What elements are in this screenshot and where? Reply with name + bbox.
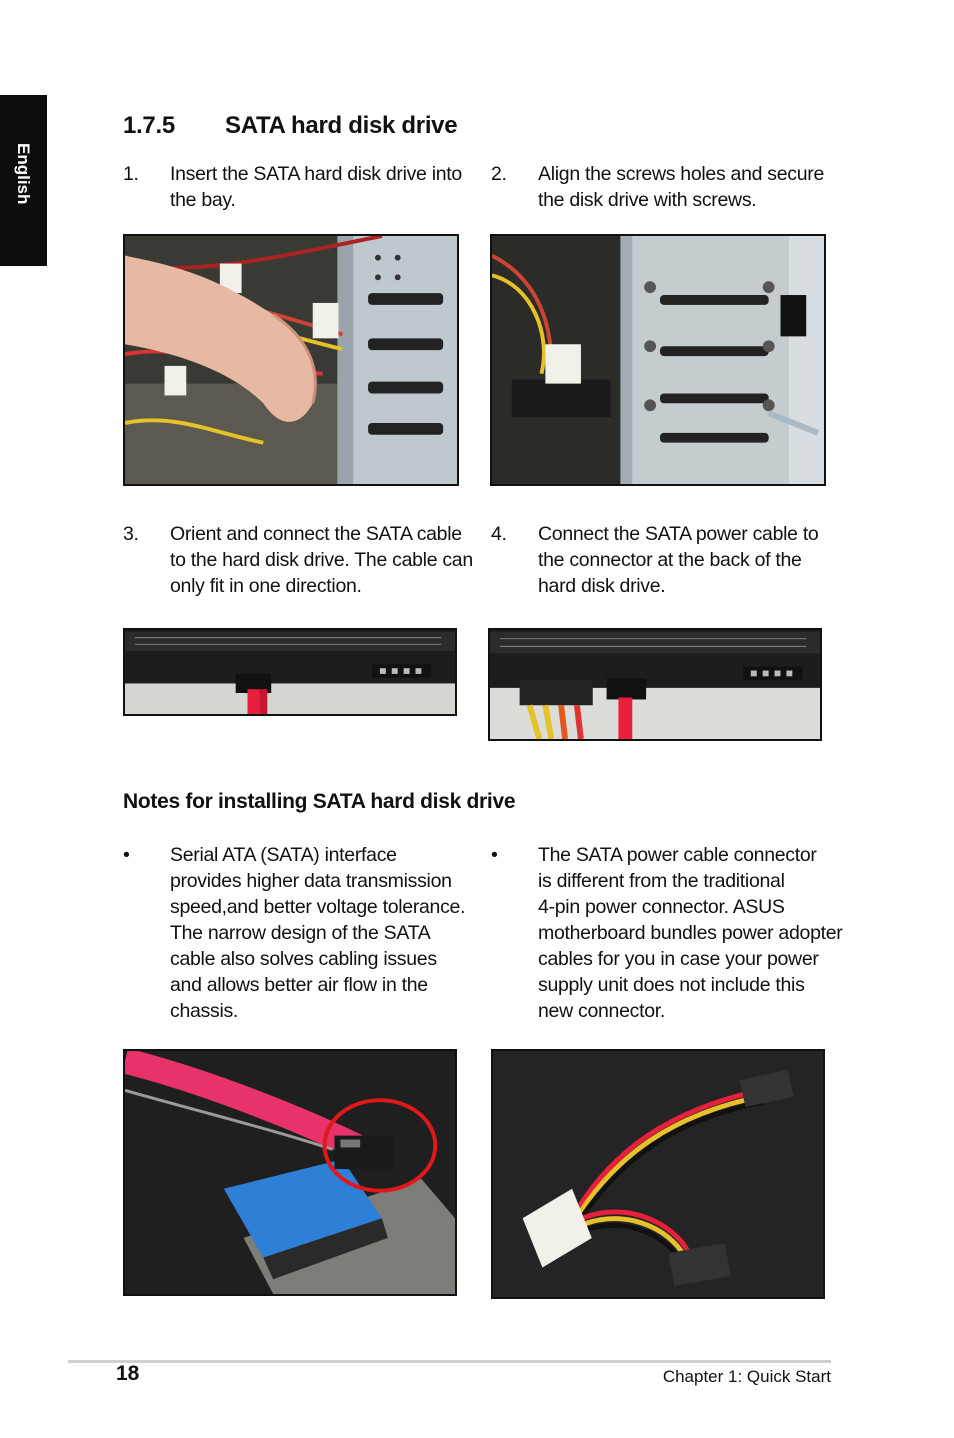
note-line: cable also solves cabling issues (170, 948, 437, 970)
note-line: cables for you in case your power (538, 948, 819, 970)
note-line: is different from the traditional (538, 870, 785, 892)
step-number: 2. (491, 163, 507, 185)
note-text (538, 842, 842, 1024)
note-line: 4-pin power connector. ASUS (538, 896, 785, 918)
step-line: the disk drive with screws. (538, 189, 757, 211)
chapter-label: Chapter 1: Quick Start (662, 1367, 831, 1386)
power-adapter-cable-photo (491, 1049, 825, 1299)
step-number: 4. (491, 523, 507, 545)
step-line: Connect the SATA power cable to (538, 523, 819, 545)
step-line: only fit in one direction. (170, 575, 362, 597)
step-line: Insert the SATA hard disk drive into (170, 163, 462, 185)
page-number: 18 (116, 1362, 140, 1385)
note-line: and allows better air flow in the (170, 974, 428, 996)
note-line: The narrow design of the SATA (170, 922, 431, 944)
note-text (170, 842, 465, 1024)
language-tab-label: English (14, 143, 33, 205)
sata-power-connected-photo (488, 628, 822, 741)
note-line: provides higher data transmission (170, 870, 452, 892)
note-line: speed,and better voltage tolerance. (170, 896, 466, 918)
step-text (170, 521, 473, 599)
bullet: • (123, 844, 130, 866)
bullet: • (491, 844, 498, 866)
section-number: 1.7.5 (123, 112, 175, 139)
step-line: Align the screws holes and secure (538, 163, 825, 185)
hand-inserting-drive-photo (123, 234, 459, 486)
sata-cable-closeup-photo (123, 1049, 457, 1296)
section-title-text: SATA hard disk drive (225, 112, 458, 139)
drive-screwed-in-bay-photo (490, 234, 826, 486)
section-title (123, 112, 457, 140)
sata-cable-connected-photo (123, 628, 457, 716)
footer-rule (68, 1360, 831, 1363)
step-number: 3. (123, 523, 139, 545)
language-tab (0, 95, 47, 266)
step-number: 1. (123, 163, 139, 185)
step-line: to the hard disk drive. The cable can (170, 549, 473, 571)
note-line: Serial ATA (SATA) interface (170, 844, 397, 866)
step-line: the bay. (170, 189, 236, 211)
step-line: hard disk drive. (538, 575, 666, 597)
notes-title: Notes for installing SATA hard disk drive (123, 790, 516, 813)
step-line: the connector at the back of the (538, 549, 802, 571)
note-line: supply unit does not include this (538, 974, 805, 996)
note-line: new connector. (538, 1000, 665, 1022)
note-line: chassis. (170, 1000, 239, 1022)
note-line: The SATA power cable connector (538, 844, 817, 866)
step-text (170, 161, 462, 213)
step-text (538, 521, 818, 599)
step-line: Orient and connect the SATA cable (170, 523, 462, 545)
note-line: motherboard bundles power adopter (538, 922, 843, 944)
step-text (538, 161, 824, 213)
